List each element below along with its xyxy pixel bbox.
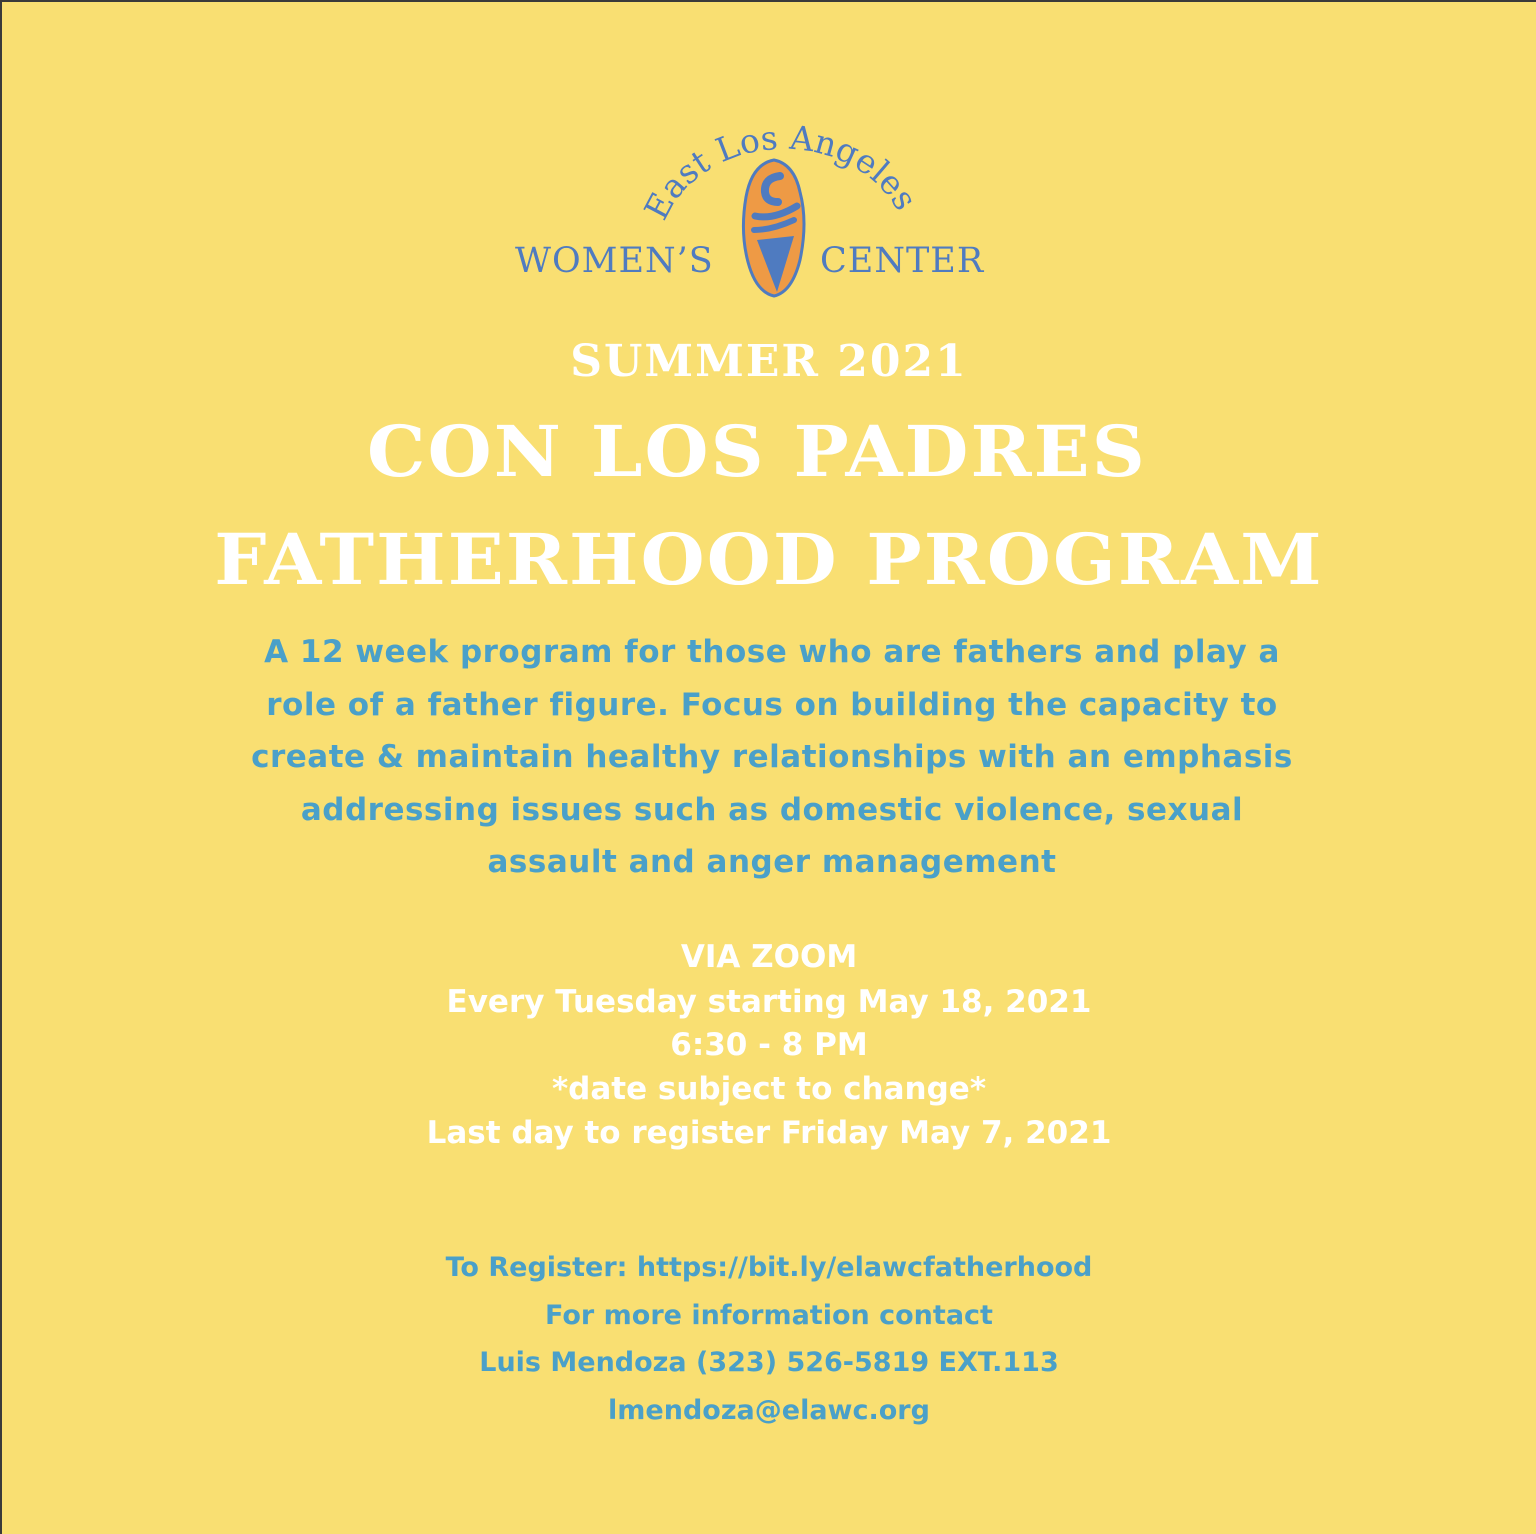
schedule-time: 6:30 - 8 PM: [670, 1027, 868, 1063]
logo-center-text: CENTER: [820, 241, 985, 281]
schedule-recurrence: Every Tuesday starting May 18, 2021: [446, 984, 1092, 1020]
contact-email[interactable]: lmendoza@elawc.org: [608, 1395, 930, 1426]
registration-link[interactable]: To Register: https://bit.ly/elawcfatherhood: [445, 1252, 1093, 1283]
logo-arc-text: East Los Angeles: [636, 117, 926, 226]
description-line: assault and anger management: [487, 844, 1057, 880]
description-line: role of a father figure. Focus on building the capacity to: [266, 686, 1278, 723]
flyer: [2, 2, 1536, 1534]
schedule-platform: VIA ZOOM: [680, 939, 858, 975]
description-line: create & maintain healthy relationships with an emphasis: [251, 739, 1293, 775]
contact-person-phone: Luis Mendoza (323) 526-5819 EXT.113: [479, 1347, 1059, 1378]
program-title-line1: CON LOS PADRES: [367, 410, 1147, 493]
orange-oval-with-figure-icon: [743, 160, 804, 296]
program-description: [152, 626, 1392, 889]
season-heading: SUMMER 2021: [570, 336, 968, 387]
description-line: A 12 week program for those who are fathers and play a: [264, 634, 1280, 670]
more-info-label: For more information contact: [545, 1300, 993, 1331]
schedule-note: *date subject to change*: [551, 1071, 987, 1107]
elawc-logo: [502, 102, 1042, 312]
logo-womens-text: WOMEN’S: [515, 241, 714, 281]
registration-deadline: Last day to register Friday May 7, 2021: [426, 1115, 1112, 1151]
program-title-line2: FATHERHOOD PROGRAM: [214, 518, 1324, 601]
description-line: addressing issues such as domestic violence, sexual: [300, 791, 1244, 828]
